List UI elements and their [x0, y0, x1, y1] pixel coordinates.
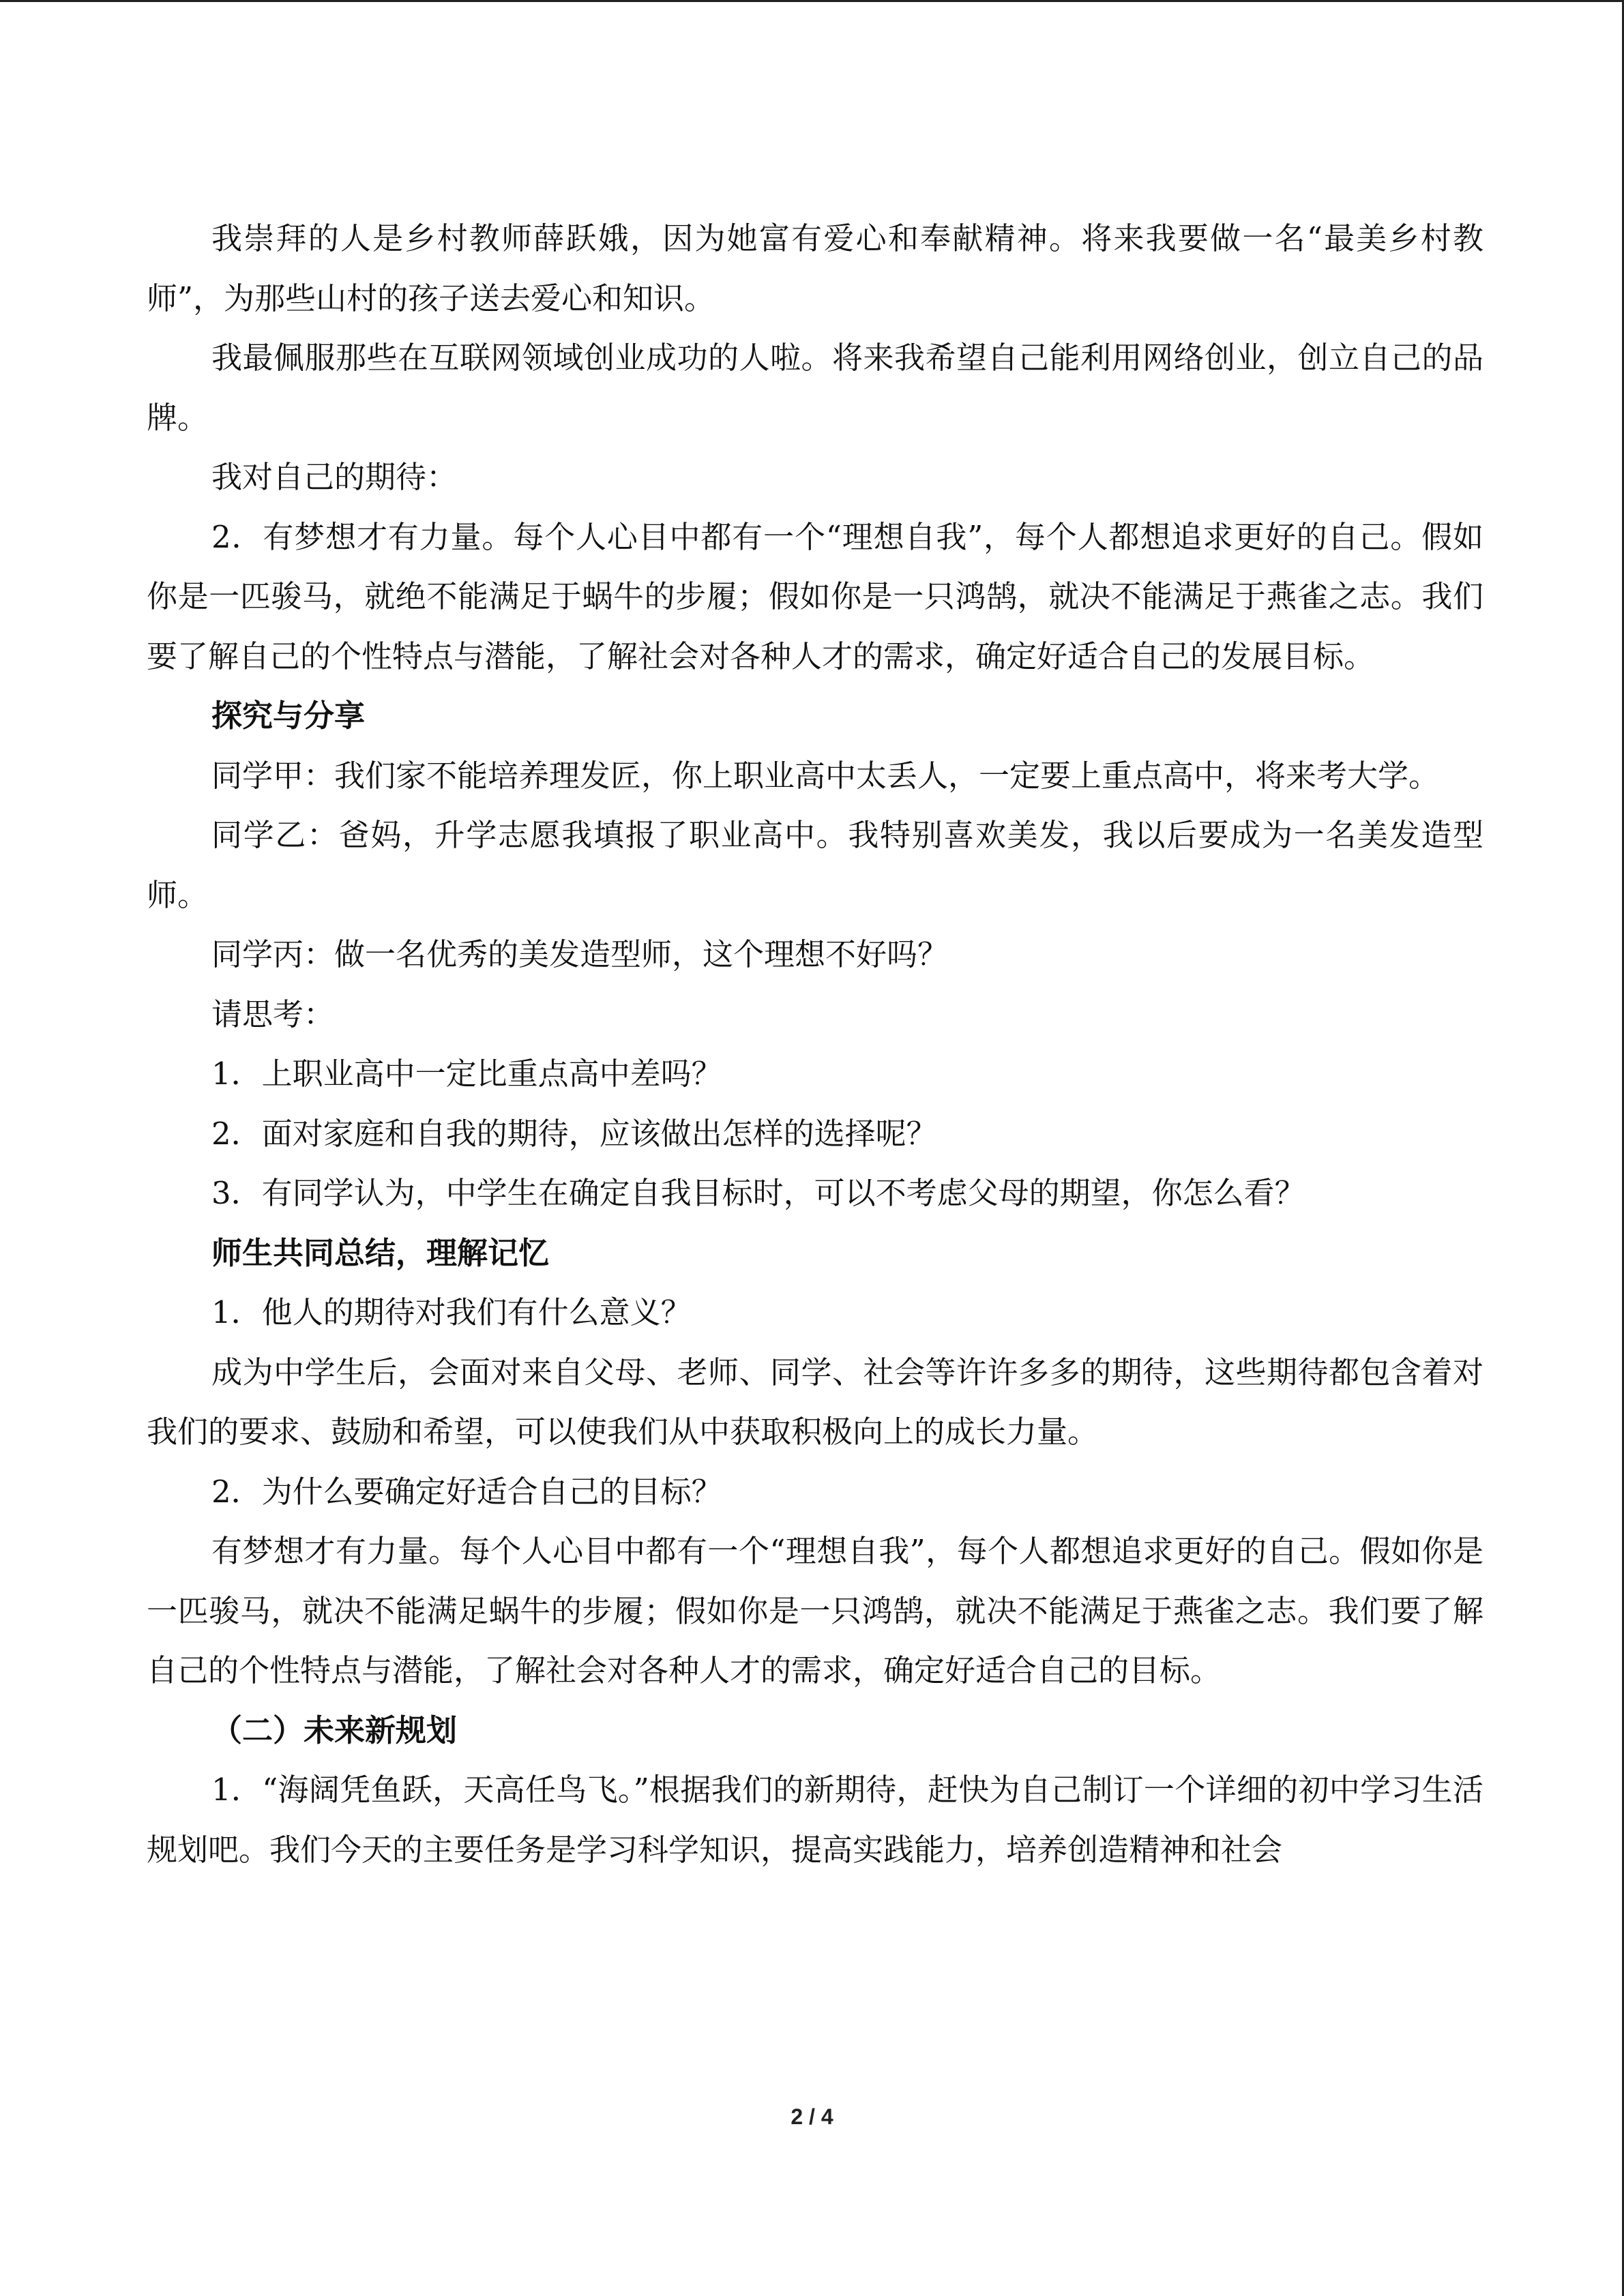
paragraph-self-expectation: 我对自己的期待： — [211, 459, 458, 495]
question-2: 2．面对家庭和自我的期待，应该做出怎样的选择呢？ — [211, 1115, 937, 1152]
paragraph-please-think: 请思考： — [211, 996, 335, 1032]
page-number: 2 / 4 — [791, 2104, 833, 2129]
summary-answer-1: 成为中学生后，会面对来自父母、老师、同学、社会等许许多多的期待，这些期待都包含着对我们的要求、鼓励和希望，可以使我们从中获取积极向上的成长力量。 — [147, 1354, 1483, 1450]
document-body — [147, 209, 1483, 1879]
heading-summary: 师生共同总结，理解记忆 — [211, 1234, 550, 1271]
heading-explore-share: 探究与分享 — [211, 698, 366, 734]
summary-answer-2: 有梦想才有力量。每个人心目中都有一个“理想自我”，每个人都想追求更好的自己。假如你是一匹骏马，就决不能满足蜗牛的步履；假如你是一只鸿鹄，就决不能满足于燕雀之志。我们要了解自己的个性特点与潜能，了解社会对各种人才的需求，确定好适合自己的目标。 — [147, 1533, 1483, 1688]
question-1: 1．上职业高中一定比重点高中差吗？ — [211, 1056, 722, 1092]
question-3: 3．有同学认为，中学生在确定自我目标时，可以不考虑父母的期望，你怎么看？ — [211, 1175, 1305, 1211]
paragraph-student-b: 同学乙：爸妈，升学志愿我填报了职业高中。我特别喜欢美发，我以后要成为一名美发造型师。 — [147, 817, 1483, 913]
paragraph-point-2-dream: 2．有梦想才有力量。每个人心目中都有一个“理想自我”，每个人都想追求更好的自己。假如你是一匹骏马，就绝不能满足于蜗牛的步履；假如你是一只鸿鹄，就决不能满足于燕雀之志。我们要了解自己的个性特点与潜能，了解社会对各种人才的需求，确定好适合自己的发展目标。 — [147, 518, 1483, 674]
heading-future-planning: （二）未来新规划 — [211, 1712, 458, 1748]
paragraph-role-model-teacher: 我崇拜的人是乡村教师薛跃娥，因为她富有爱心和奉献精神。将来我要做一名“最美乡村教师”，为那些山村的孩子送去爱心和知识。 — [147, 220, 1483, 316]
paragraph-planning-1: 1．“海阔凭鱼跃，天高任鸟飞。”根据我们的新期待，赶快为自己制订一个详细的初中学习生活规划吧。我们今天的主要任务是学习科学知识，提高实践能力，培养创造精神和社会 — [147, 1772, 1483, 1868]
summary-question-2: 2．为什么要确定好适合自己的目标？ — [211, 1473, 722, 1510]
paragraph-role-model-internet: 我最佩服那些在互联网领域创业成功的人啦。将来我希望自己能利用网络创业，创立自己的品牌。 — [147, 340, 1483, 436]
summary-question-1: 1．他人的期待对我们有什么意义？ — [211, 1294, 692, 1330]
paragraph-student-a: 同学甲：我们家不能培养理发匠，你上职业高中太丢人，一定要上重点高中，将来考大学。 — [211, 757, 1440, 794]
paragraph-student-c: 同学丙：做一名优秀的美发造型师，这个理想不好吗？ — [211, 936, 949, 972]
